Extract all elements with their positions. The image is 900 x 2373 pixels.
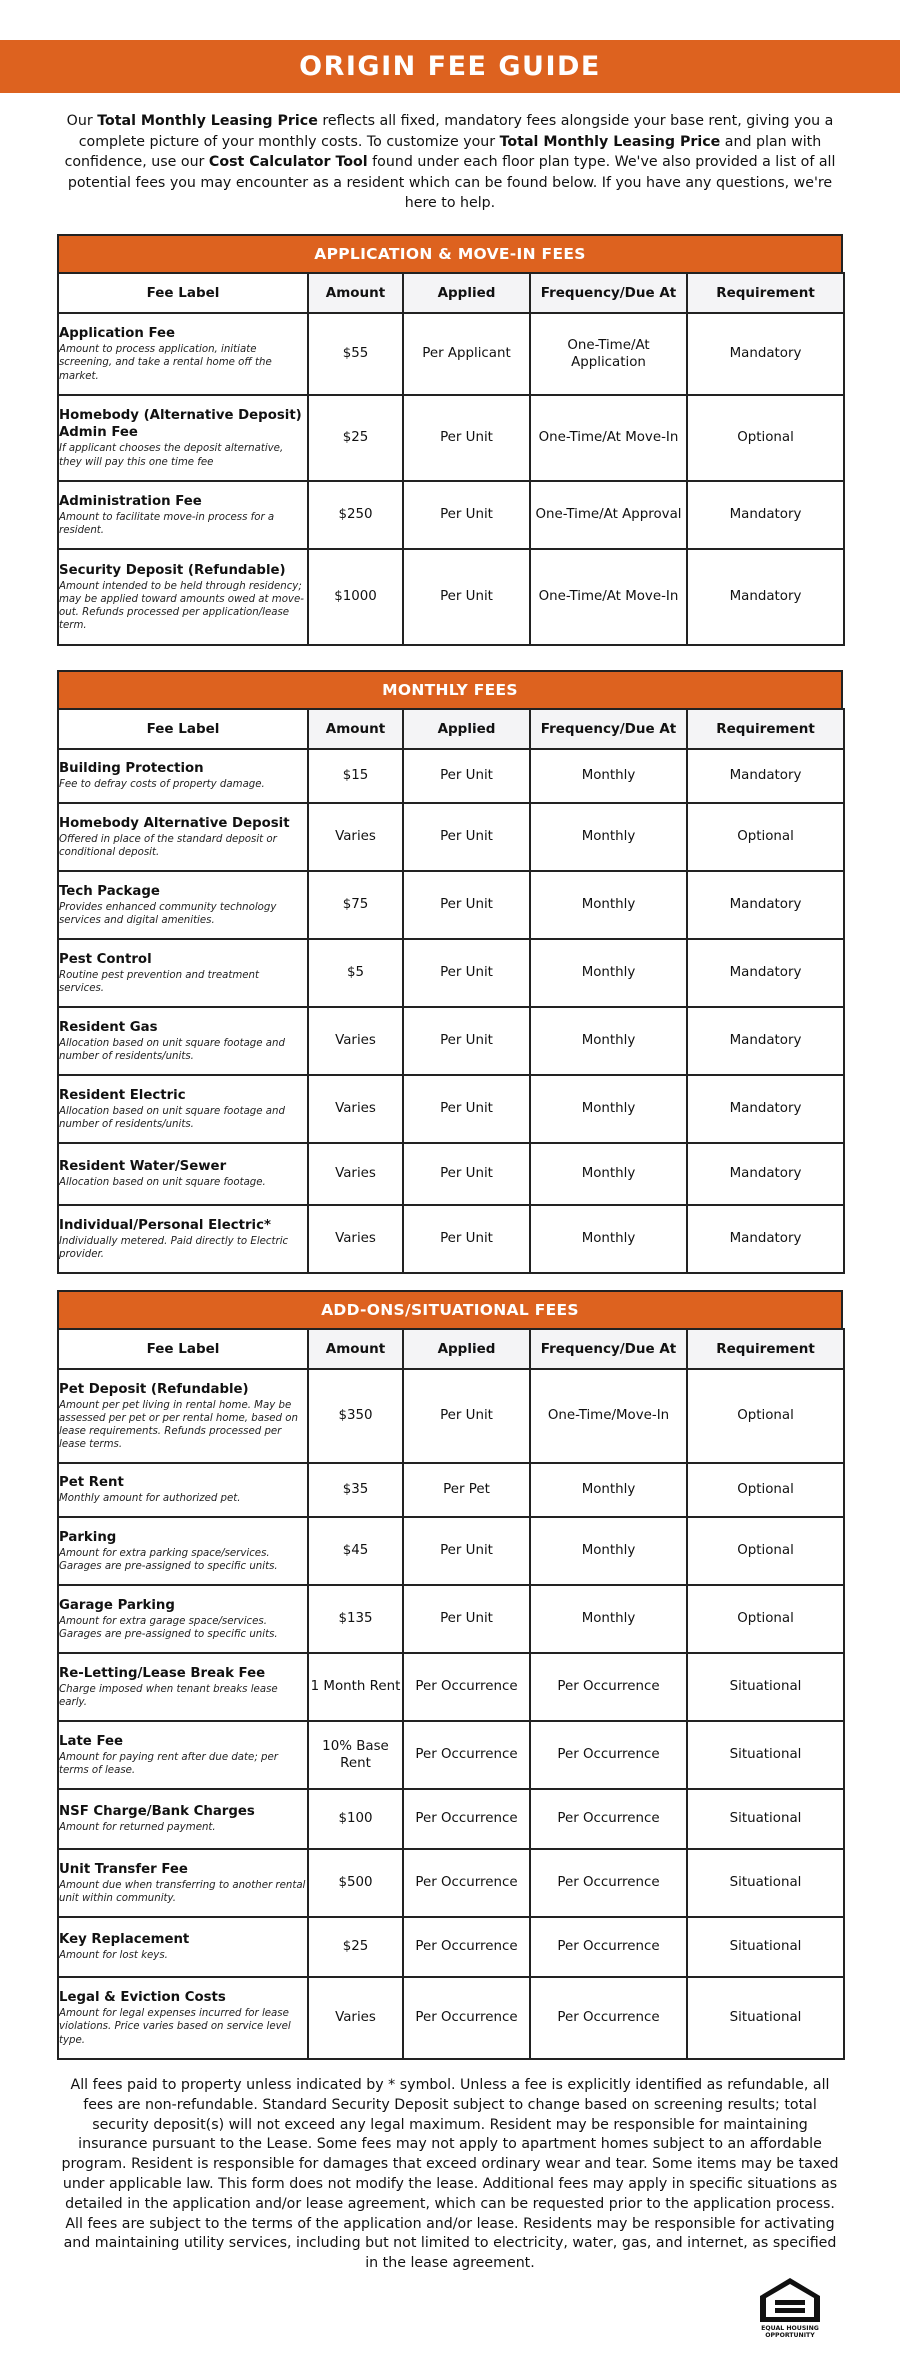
- fee-requirement: Situational: [687, 1849, 844, 1917]
- fee-table: [57, 1328, 845, 2060]
- fee-requirement: Situational: [687, 1653, 844, 1721]
- fee-applied: Per Occurrence: [403, 1849, 530, 1917]
- fee-frequency: Monthly: [530, 1585, 687, 1653]
- column-header: Frequency/Due At: [530, 273, 687, 313]
- fee-requirement: Mandatory: [687, 313, 844, 395]
- fee-amount: 1 Month Rent: [308, 1653, 403, 1721]
- section-application-move-in: [57, 234, 843, 646]
- section-title: ADD-ONS/SITUATIONAL FEES: [321, 1301, 579, 1319]
- fee-requirement: Mandatory: [687, 1143, 844, 1205]
- table-row: [58, 1205, 844, 1273]
- fee-requirement: Optional: [687, 1369, 844, 1463]
- fee-description: Provides enhanced community technology services and digital amenities.: [59, 901, 277, 926]
- fee-frequency: One-Time/At Approval: [530, 481, 687, 549]
- fee-amount: $35: [308, 1463, 403, 1517]
- table-row: [58, 939, 844, 1007]
- fee-frequency: Monthly: [530, 1205, 687, 1273]
- fee-frequency: Per Occurrence: [530, 1977, 687, 2059]
- fee-description: Amount to process application, initiate screening, and take a rental home off the market.: [59, 344, 272, 382]
- column-header: Fee Label: [58, 273, 308, 313]
- fee-name: Application Fee: [59, 326, 176, 342]
- fee-applied: Per Unit: [403, 1143, 530, 1205]
- fee-name: Late Fee: [59, 1733, 124, 1749]
- fee-requirement: Situational: [687, 1789, 844, 1849]
- header-bar: [0, 40, 900, 93]
- table-row: [58, 1007, 844, 1075]
- column-header: Fee Label: [58, 709, 308, 749]
- fee-label-cell: [58, 1369, 308, 1463]
- fee-frequency: Per Occurrence: [530, 1721, 687, 1789]
- fee-description: Amount intended to be held through residency; may be applied toward amounts owed at move-out. Refunds processed per application/lease term.: [59, 580, 304, 632]
- fee-frequency: Monthly: [530, 1517, 687, 1585]
- section-header: [57, 1290, 843, 1328]
- fee-applied: Per Occurrence: [403, 1653, 530, 1721]
- table-row: [58, 481, 844, 549]
- fee-label-cell: [58, 1007, 308, 1075]
- fee-amount: $1000: [308, 549, 403, 645]
- fee-amount: $5: [308, 939, 403, 1007]
- logo-line-1: EQUAL HOUSING: [761, 2325, 819, 2332]
- fee-label-cell: [58, 1143, 308, 1205]
- fee-description: Amount to facilitate move-in process for a resident.: [59, 511, 275, 536]
- fee-frequency: Monthly: [530, 1075, 687, 1143]
- fee-requirement: Mandatory: [687, 939, 844, 1007]
- fee-name: Resident Gas: [59, 1019, 158, 1035]
- intro-bold-2: Total Monthly Leasing Price: [499, 133, 721, 150]
- fee-requirement: Mandatory: [687, 549, 844, 645]
- fee-description: If applicant chooses the deposit alternative, they will pay this one time fee: [59, 443, 284, 468]
- fee-name: Pest Control: [59, 951, 152, 967]
- section-header: [57, 670, 843, 708]
- fee-label-cell: [58, 1585, 308, 1653]
- table-header-row: [58, 1329, 844, 1369]
- fee-applied: Per Pet: [403, 1463, 530, 1517]
- table-row: [58, 1463, 844, 1517]
- table-row: [58, 1369, 844, 1463]
- column-header: Fee Label: [58, 1329, 308, 1369]
- intro-bold-3: Cost Calculator Tool: [208, 154, 368, 171]
- column-header: Requirement: [687, 1329, 844, 1369]
- table-row: [58, 313, 844, 395]
- fee-amount: $25: [308, 395, 403, 481]
- fee-description: Amount due when transferring to another rental unit within community.: [59, 1879, 306, 1904]
- fee-applied: Per Applicant: [403, 313, 530, 395]
- fee-label-cell: [58, 395, 308, 481]
- fee-label-cell: [58, 1653, 308, 1721]
- fee-label-cell: [58, 1205, 308, 1273]
- fee-name: Pet Rent: [59, 1475, 124, 1491]
- fee-description: Charge imposed when tenant breaks lease early.: [59, 1683, 278, 1708]
- table-header-row: [58, 709, 844, 749]
- table-header-row: [58, 273, 844, 313]
- table-row: [58, 549, 844, 645]
- fee-applied: Per Occurrence: [403, 1721, 530, 1789]
- fee-amount: Varies: [308, 1007, 403, 1075]
- fee-frequency: One-Time/At Move-In: [530, 549, 687, 645]
- fee-label-cell: [58, 803, 308, 871]
- fee-label-cell: [58, 871, 308, 939]
- fee-label-cell: [58, 481, 308, 549]
- fee-amount: 10% Base Rent: [308, 1721, 403, 1789]
- fee-amount: $25: [308, 1917, 403, 1977]
- section-title: APPLICATION & MOVE-IN FEES: [314, 245, 586, 263]
- fee-requirement: Situational: [687, 1917, 844, 1977]
- fee-amount: Varies: [308, 1977, 403, 2059]
- fee-label-cell: [58, 1463, 308, 1517]
- table-row: [58, 1849, 844, 1917]
- column-header: Applied: [403, 709, 530, 749]
- fee-description: Allocation based on unit square footage and number of residents/units.: [59, 1105, 285, 1130]
- fee-description: Amount for extra garage space/services. Garages are pre-assigned to specific units.: [59, 1615, 278, 1640]
- table-row: [58, 1653, 844, 1721]
- fee-name: NSF Charge/Bank Charges: [59, 1804, 255, 1820]
- table-row: [58, 1977, 844, 2059]
- intro-text-2: reflects all fixed, mandatory fees alongside your base rent, giving you a complete picture of your monthly costs. To customize your: [78, 113, 834, 150]
- table-row: [58, 803, 844, 871]
- fee-frequency: Per Occurrence: [530, 1849, 687, 1917]
- fee-label-cell: [58, 1917, 308, 1977]
- fee-description: Fee to defray costs of property damage.: [59, 779, 265, 791]
- intro-text-3: and plan with confidence, use our: [64, 133, 822, 171]
- fee-description: Amount for lost keys.: [59, 1950, 168, 1962]
- table-row: [58, 1143, 844, 1205]
- fee-description: Amount for extra parking space/services. Garages are pre-assigned to specific units.: [59, 1547, 278, 1572]
- fee-frequency: One-Time/At Application: [530, 313, 687, 395]
- table-row: [58, 1585, 844, 1653]
- fee-frequency: Per Occurrence: [530, 1653, 687, 1721]
- fee-applied: Per Occurrence: [403, 1917, 530, 1977]
- column-header: Amount: [308, 709, 403, 749]
- fee-label-cell: [58, 1721, 308, 1789]
- fee-applied: Per Unit: [403, 395, 530, 481]
- intro-text-4: found under each floor plan type. We've also provided a list of all potential fees you may encounter as a resident which can be found below. If you have any questions, we're here to help.: [67, 154, 836, 212]
- fee-amount: $100: [308, 1789, 403, 1849]
- fee-applied: Per Unit: [403, 1007, 530, 1075]
- fee-label-cell: [58, 1789, 308, 1849]
- fee-name: Tech Package: [59, 883, 160, 899]
- fee-requirement: Optional: [687, 395, 844, 481]
- fee-table: [57, 272, 845, 646]
- fee-amount: $500: [308, 1849, 403, 1917]
- fee-applied: Per Unit: [403, 749, 530, 803]
- fee-applied: Per Unit: [403, 939, 530, 1007]
- section-header: [57, 234, 843, 272]
- fee-frequency: Monthly: [530, 1143, 687, 1205]
- column-header: Applied: [403, 1329, 530, 1369]
- fee-requirement: Optional: [687, 1463, 844, 1517]
- fee-frequency: Per Occurrence: [530, 1789, 687, 1849]
- fee-requirement: Situational: [687, 1721, 844, 1789]
- column-header: Frequency/Due At: [530, 1329, 687, 1369]
- fee-amount: $15: [308, 749, 403, 803]
- fee-description: Amount for returned payment.: [59, 1822, 216, 1834]
- fee-applied: Per Occurrence: [403, 1789, 530, 1849]
- fee-name: Key Replacement: [59, 1932, 190, 1948]
- fee-name: Homebody (Alternative Deposit) Admin Fee: [59, 408, 302, 441]
- table-row: [58, 395, 844, 481]
- intro-bold-1: Total Monthly Leasing Price: [97, 113, 318, 129]
- fee-description: Amount for paying rent after due date; per terms of lease.: [59, 1751, 278, 1776]
- fee-name: Garage Parking: [59, 1597, 175, 1613]
- fee-frequency: One-Time/Move-In: [530, 1369, 687, 1463]
- fee-name: Individual/Personal Electric*: [59, 1217, 271, 1233]
- fee-name: Re-Letting/Lease Break Fee: [59, 1665, 266, 1681]
- fee-requirement: Mandatory: [687, 1075, 844, 1143]
- fee-description: Monthly amount for authorized pet.: [59, 1493, 241, 1505]
- fee-requirement: Mandatory: [687, 1205, 844, 1273]
- fee-applied: Per Occurrence: [403, 1977, 530, 2059]
- equal-housing-opportunity-logo: [756, 2276, 824, 2340]
- fee-frequency: Per Occurrence: [530, 1917, 687, 1977]
- fee-amount: Varies: [308, 803, 403, 871]
- column-header: Amount: [308, 1329, 403, 1369]
- fee-requirement: Mandatory: [687, 481, 844, 549]
- fee-frequency: Monthly: [530, 871, 687, 939]
- section-add-ons-situational: [57, 1290, 843, 2060]
- fee-amount: $55: [308, 313, 403, 395]
- fee-amount: Varies: [308, 1205, 403, 1273]
- fee-amount: $135: [308, 1585, 403, 1653]
- column-header: Requirement: [687, 273, 844, 313]
- fee-frequency: Monthly: [530, 939, 687, 1007]
- fee-amount: $250: [308, 481, 403, 549]
- fee-frequency: Monthly: [530, 1463, 687, 1517]
- intro-text-1: Our: [66, 113, 98, 129]
- fee-description: Allocation based on unit square footage and number of residents/units.: [59, 1037, 285, 1062]
- fee-requirement: Situational: [687, 1977, 844, 2059]
- fee-label-cell: [58, 1849, 308, 1917]
- fee-applied: Per Unit: [403, 803, 530, 871]
- fee-applied: Per Unit: [403, 1369, 530, 1463]
- fee-name: Parking: [59, 1529, 117, 1545]
- fee-name: Homebody Alternative Deposit: [59, 815, 290, 831]
- section-monthly-fees: [57, 670, 843, 1274]
- fee-applied: Per Unit: [403, 1517, 530, 1585]
- fee-applied: Per Unit: [403, 1585, 530, 1653]
- fee-name: Resident Electric: [59, 1087, 186, 1103]
- equal-housing-opportunity-icon: [756, 2276, 824, 2340]
- fee-description: Individually metered. Paid directly to Electric provider.: [59, 1235, 289, 1260]
- fee-requirement: Mandatory: [687, 1007, 844, 1075]
- fee-description: Offered in place of the standard deposit or conditional deposit.: [59, 833, 277, 858]
- fee-description: Routine pest prevention and treatment services.: [59, 969, 259, 994]
- fee-amount: $75: [308, 871, 403, 939]
- fee-name: Security Deposit (Refundable): [59, 562, 286, 578]
- fee-applied: Per Unit: [403, 549, 530, 645]
- section-title: MONTHLY FEES: [382, 681, 518, 699]
- fee-requirement: Optional: [687, 1517, 844, 1585]
- table-row: [58, 871, 844, 939]
- fee-table: [57, 708, 845, 1274]
- fee-label-cell: [58, 1517, 308, 1585]
- fee-label-cell: [58, 549, 308, 645]
- fee-name: Administration Fee: [59, 493, 202, 509]
- table-row: [58, 1917, 844, 1977]
- logo-line-2: OPPORTUNITY: [765, 2332, 815, 2339]
- fee-frequency: Monthly: [530, 803, 687, 871]
- fee-applied: Per Unit: [403, 1205, 530, 1273]
- fee-description: Amount for legal expenses incurred for lease violations. Price varies based on service level type.: [59, 2008, 291, 2046]
- fee-amount: $45: [308, 1517, 403, 1585]
- fee-label-cell: [58, 749, 308, 803]
- fee-amount: Varies: [308, 1075, 403, 1143]
- table-row: [58, 1721, 844, 1789]
- fee-name: Building Protection: [59, 761, 204, 777]
- fee-name: Legal & Eviction Costs: [59, 1990, 226, 2006]
- fee-name: Pet Deposit (Refundable): [59, 1381, 249, 1397]
- fee-applied: Per Unit: [403, 1075, 530, 1143]
- fee-label-cell: [58, 1075, 308, 1143]
- fee-amount: Varies: [308, 1143, 403, 1205]
- column-header: Frequency/Due At: [530, 709, 687, 749]
- fee-description: Allocation based on unit square footage.: [59, 1177, 266, 1189]
- footnote: All fees paid to property unless indicated by * symbol. Unless a fee is explicitly identified as refundable, all fees are non-refundable. Standard Security Deposit subject to change based on screening results; total security deposit(s) will not exceed any legal maximum. Resident may be responsible for maintaining insurance pursuant to the Lease. Some fees may not apply to apartment homes subject to an affordable program. Resident is responsible for damages that exceed ordinary wear and tear. Some items may be taxed under applicable law. This form does not modify the lease. Additional fees may apply in specific situations as detailed in the application and/or lease agreement, which can be requested prior to the application process. All fees are subject to the terms of the application and/or lease. Residents may be responsible for activating and maintaining utility services, including but not limited to electricity, water, gas, and internet, as specified in the lease agreement.: [61, 2077, 839, 2272]
- fee-description: Amount per pet living in rental home. May be assessed per pet or per rental home, based on lease requirements. Refunds processed per lease terms.: [59, 1399, 298, 1451]
- fee-frequency: Monthly: [530, 749, 687, 803]
- fee-applied: Per Unit: [403, 871, 530, 939]
- fee-frequency: Monthly: [530, 1007, 687, 1075]
- table-row: [58, 1075, 844, 1143]
- fee-label-cell: [58, 939, 308, 1007]
- table-row: [58, 749, 844, 803]
- fee-requirement: Optional: [687, 1585, 844, 1653]
- fee-applied: Per Unit: [403, 481, 530, 549]
- fee-requirement: Mandatory: [687, 871, 844, 939]
- column-header: Amount: [308, 273, 403, 313]
- fee-name: Resident Water/Sewer: [59, 1159, 227, 1175]
- intro-paragraph: [56, 111, 844, 214]
- fee-frequency: One-Time/At Move-In: [530, 395, 687, 481]
- fee-label-cell: [58, 1977, 308, 2059]
- fee-amount: $350: [308, 1369, 403, 1463]
- page-title: ORIGIN FEE GUIDE: [299, 51, 601, 82]
- table-row: [58, 1517, 844, 1585]
- fee-label-cell: [58, 313, 308, 395]
- fee-name: Unit Transfer Fee: [59, 1861, 188, 1877]
- column-header: Applied: [403, 273, 530, 313]
- fee-requirement: Mandatory: [687, 749, 844, 803]
- table-row: [58, 1789, 844, 1849]
- column-header: Requirement: [687, 709, 844, 749]
- fee-requirement: Optional: [687, 803, 844, 871]
